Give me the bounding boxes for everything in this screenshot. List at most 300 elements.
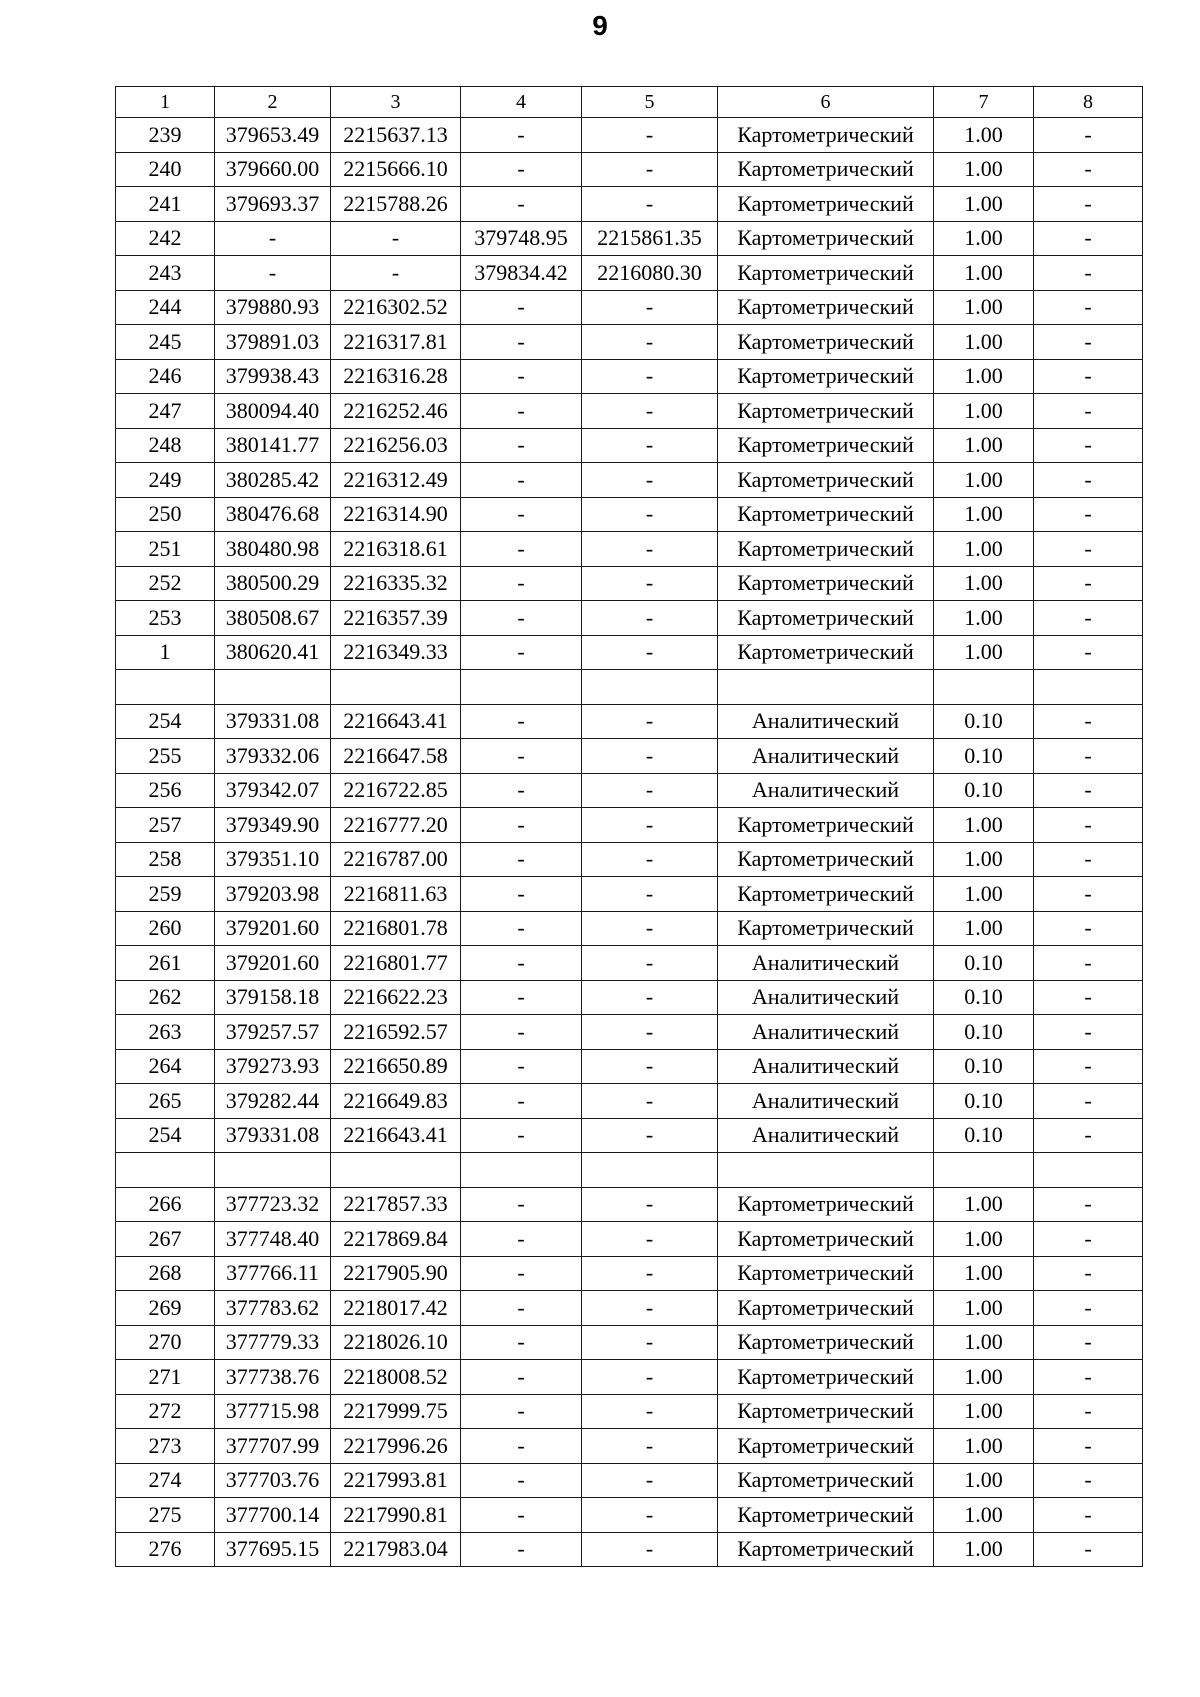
x-new-cell: - [461,1291,582,1326]
method-cell: Картометрический [718,1222,934,1257]
x-existing-cell: - [215,221,331,256]
x-new-cell: - [461,1360,582,1395]
accuracy-cell: 1.00 [934,911,1034,946]
column-header: 6 [718,87,934,118]
note-cell: - [1034,1291,1143,1326]
table-row [116,221,1143,256]
note-cell: - [1034,946,1143,981]
x-new-cell: - [461,359,582,394]
point-number-cell: 262 [116,980,215,1015]
point-number-cell: 252 [116,566,215,601]
method-cell: Картометрический [718,566,934,601]
x-existing-cell: 379332.06 [215,739,331,774]
y-new-cell [582,1153,718,1188]
x-new-cell: - [461,1187,582,1222]
x-existing-cell: - [215,256,331,291]
note-cell: - [1034,1015,1143,1050]
x-existing-cell: 379273.93 [215,1049,331,1084]
table-row [116,1015,1143,1050]
method-cell: Картометрический [718,394,934,429]
method-cell: Картометрический [718,1532,934,1567]
y-new-cell: - [582,532,718,567]
method-cell [718,1153,934,1188]
y-new-cell: - [582,773,718,808]
x-new-cell: - [461,1429,582,1464]
accuracy-cell: 1.00 [934,1498,1034,1533]
x-existing-cell: 377723.32 [215,1187,331,1222]
note-cell: - [1034,635,1143,670]
y-existing-cell: 2218017.42 [331,1291,461,1326]
x-existing-cell [215,1153,331,1188]
x-new-cell: - [461,773,582,808]
x-new-cell [461,1153,582,1188]
y-existing-cell: 2216318.61 [331,532,461,567]
x-existing-cell: 380508.67 [215,601,331,636]
column-header: 4 [461,87,582,118]
point-number-cell: 249 [116,463,215,498]
y-existing-cell: 2215637.13 [331,118,461,153]
y-existing-cell: 2216801.77 [331,946,461,981]
accuracy-cell: 1.00 [934,359,1034,394]
y-existing-cell: 2216787.00 [331,842,461,877]
accuracy-cell: 1.00 [934,497,1034,532]
y-new-cell: - [582,1049,718,1084]
x-new-cell: - [461,635,582,670]
y-existing-cell [331,1153,461,1188]
method-cell: Аналитический [718,1084,934,1119]
note-cell: - [1034,152,1143,187]
method-cell: Картометрический [718,428,934,463]
x-existing-cell: 380500.29 [215,566,331,601]
table-row [116,808,1143,843]
method-cell: Картометрический [718,842,934,877]
point-number-cell: 251 [116,532,215,567]
table-separator-row [116,670,1143,705]
method-cell: Аналитический [718,704,934,739]
point-number-cell: 246 [116,359,215,394]
x-new-cell: - [461,325,582,360]
method-cell: Аналитический [718,980,934,1015]
table-row [116,842,1143,877]
x-existing-cell: 377779.33 [215,1325,331,1360]
x-new-cell: - [461,1532,582,1567]
accuracy-cell: 1.00 [934,1463,1034,1498]
table-row [116,463,1143,498]
accuracy-cell: 1.00 [934,1187,1034,1222]
accuracy-cell: 0.10 [934,1049,1034,1084]
point-number-cell: 264 [116,1049,215,1084]
method-cell: Аналитический [718,946,934,981]
x-existing-cell: 379158.18 [215,980,331,1015]
y-existing-cell: 2217999.75 [331,1394,461,1429]
x-existing-cell: 380620.41 [215,635,331,670]
point-number-cell: 259 [116,877,215,912]
point-number-cell: 253 [116,601,215,636]
y-existing-cell: - [331,256,461,291]
x-new-cell: - [461,601,582,636]
x-new-cell: - [461,1498,582,1533]
point-number-cell: 254 [116,704,215,739]
method-cell: Картометрический [718,1325,934,1360]
table-row [116,359,1143,394]
y-existing-cell: 2216335.32 [331,566,461,601]
accuracy-cell: 1.00 [934,877,1034,912]
y-new-cell: - [582,911,718,946]
point-number-cell: 273 [116,1429,215,1464]
note-cell: - [1034,532,1143,567]
y-new-cell: - [582,1291,718,1326]
note-cell: - [1034,1049,1143,1084]
accuracy-cell: 0.10 [934,1118,1034,1153]
table-row [116,428,1143,463]
y-existing-cell: 2217996.26 [331,1429,461,1464]
table-row [116,1291,1143,1326]
method-cell: Картометрический [718,497,934,532]
column-header: 5 [582,87,718,118]
table-body [116,118,1143,1567]
note-cell: - [1034,842,1143,877]
x-new-cell: - [461,118,582,153]
accuracy-cell: 1.00 [934,1291,1034,1326]
note-cell: - [1034,394,1143,429]
point-number-cell: 271 [116,1360,215,1395]
accuracy-cell: 1.00 [934,842,1034,877]
y-new-cell: - [582,1325,718,1360]
table-row [116,1049,1143,1084]
y-existing-cell: 2216643.41 [331,1118,461,1153]
x-new-cell: - [461,394,582,429]
accuracy-cell [934,1153,1034,1188]
point-number-cell: 272 [116,1394,215,1429]
point-number-cell: 244 [116,290,215,325]
x-existing-cell: 377695.15 [215,1532,331,1567]
x-new-cell: - [461,842,582,877]
note-cell: - [1034,1256,1143,1291]
x-new-cell: - [461,1222,582,1257]
table-row [116,1463,1143,1498]
table-row [116,1394,1143,1429]
table-row [116,256,1143,291]
x-existing-cell: 380094.40 [215,394,331,429]
y-existing-cell: 2216317.81 [331,325,461,360]
note-cell: - [1034,1187,1143,1222]
point-number-cell: 274 [116,1463,215,1498]
x-existing-cell: 379201.60 [215,911,331,946]
table-row [116,1532,1143,1567]
y-new-cell: - [582,394,718,429]
y-existing-cell: 2216349.33 [331,635,461,670]
note-cell: - [1034,911,1143,946]
x-new-cell: - [461,739,582,774]
table-row [116,394,1143,429]
y-existing-cell: 2216649.83 [331,1084,461,1119]
y-new-cell: - [582,428,718,463]
x-new-cell: - [461,911,582,946]
point-number-cell: 255 [116,739,215,774]
table-row [116,1118,1143,1153]
x-new-cell [461,670,582,705]
y-new-cell: - [582,1187,718,1222]
note-cell: - [1034,359,1143,394]
y-new-cell [582,670,718,705]
x-new-cell: - [461,1394,582,1429]
point-number-cell: 250 [116,497,215,532]
y-new-cell: - [582,1256,718,1291]
accuracy-cell: 1.00 [934,152,1034,187]
column-header: 8 [1034,87,1143,118]
note-cell: - [1034,1084,1143,1119]
point-number-cell: 261 [116,946,215,981]
accuracy-cell: 1.00 [934,566,1034,601]
y-existing-cell: 2217983.04 [331,1532,461,1567]
accuracy-cell: 1.00 [934,118,1034,153]
note-cell: - [1034,1532,1143,1567]
x-existing-cell: 380480.98 [215,532,331,567]
accuracy-cell: 1.00 [934,428,1034,463]
accuracy-cell: 1.00 [934,463,1034,498]
y-existing-cell: 2216256.03 [331,428,461,463]
y-new-cell: - [582,1498,718,1533]
accuracy-cell: 1.00 [934,394,1034,429]
y-existing-cell: 2216647.58 [331,739,461,774]
point-number-cell: 256 [116,773,215,808]
table-row [116,566,1143,601]
method-cell: Картометрический [718,877,934,912]
note-cell: - [1034,497,1143,532]
table-header-row [116,87,1143,118]
accuracy-cell: 1.00 [934,1325,1034,1360]
note-cell: - [1034,1360,1143,1395]
note-cell: - [1034,601,1143,636]
point-number-cell [116,670,215,705]
point-number-cell [116,1153,215,1188]
note-cell: - [1034,221,1143,256]
x-existing-cell: 379203.98 [215,877,331,912]
y-existing-cell: 2217990.81 [331,1498,461,1533]
x-new-cell: - [461,152,582,187]
x-new-cell: - [461,1015,582,1050]
x-existing-cell [215,670,331,705]
point-number-cell: 247 [116,394,215,429]
table-row [116,497,1143,532]
point-number-cell: 266 [116,1187,215,1222]
accuracy-cell: 1.00 [934,1222,1034,1257]
accuracy-cell: 1.00 [934,221,1034,256]
table-row [116,1325,1143,1360]
method-cell: Картометрический [718,1429,934,1464]
y-new-cell: - [582,946,718,981]
y-existing-cell: 2215666.10 [331,152,461,187]
note-cell [1034,1153,1143,1188]
x-existing-cell: 377738.76 [215,1360,331,1395]
table-row [116,1187,1143,1222]
y-new-cell: - [582,359,718,394]
x-new-cell: - [461,532,582,567]
x-existing-cell: 379349.90 [215,808,331,843]
x-existing-cell: 377703.76 [215,1463,331,1498]
point-number-cell: 258 [116,842,215,877]
y-new-cell: - [582,1222,718,1257]
x-new-cell: - [461,1049,582,1084]
note-cell: - [1034,428,1143,463]
x-new-cell: - [461,1256,582,1291]
y-new-cell: - [582,1118,718,1153]
method-cell: Картометрический [718,1463,934,1498]
x-existing-cell: 379880.93 [215,290,331,325]
note-cell: - [1034,290,1143,325]
y-existing-cell: 2216302.52 [331,290,461,325]
x-new-cell: - [461,290,582,325]
point-number-cell: 276 [116,1532,215,1567]
table-row [116,704,1143,739]
x-new-cell: - [461,1325,582,1360]
method-cell: Картометрический [718,152,934,187]
method-cell: Картометрический [718,359,934,394]
x-new-cell: - [461,877,582,912]
accuracy-cell [934,670,1034,705]
x-new-cell: - [461,946,582,981]
x-new-cell: - [461,463,582,498]
method-cell: Картометрический [718,221,934,256]
y-new-cell: - [582,635,718,670]
y-existing-cell [331,670,461,705]
method-cell: Картометрический [718,1360,934,1395]
accuracy-cell: 0.10 [934,739,1034,774]
note-cell: - [1034,704,1143,739]
x-new-cell: - [461,187,582,222]
x-existing-cell: 380476.68 [215,497,331,532]
note-cell: - [1034,566,1143,601]
x-existing-cell: 379257.57 [215,1015,331,1050]
y-existing-cell: 2216252.46 [331,394,461,429]
x-new-cell: - [461,980,582,1015]
table-row [116,1498,1143,1533]
note-cell: - [1034,1325,1143,1360]
note-cell: - [1034,187,1143,222]
accuracy-cell: 1.00 [934,635,1034,670]
point-number-cell: 267 [116,1222,215,1257]
x-new-cell: - [461,428,582,463]
table-row [116,152,1143,187]
note-cell: - [1034,877,1143,912]
note-cell: - [1034,1429,1143,1464]
method-cell: Картометрический [718,118,934,153]
note-cell: - [1034,463,1143,498]
point-number-cell: 263 [116,1015,215,1050]
y-new-cell: 2215861.35 [582,221,718,256]
y-new-cell: - [582,980,718,1015]
y-existing-cell: 2216777.20 [331,808,461,843]
method-cell: Аналитический [718,1015,934,1050]
y-new-cell: - [582,842,718,877]
accuracy-cell: 1.00 [934,1532,1034,1567]
point-number-cell: 257 [116,808,215,843]
y-new-cell: - [582,1429,718,1464]
y-existing-cell: 2216722.85 [331,773,461,808]
accuracy-cell: 1.00 [934,290,1034,325]
y-new-cell: - [582,739,718,774]
method-cell: Картометрический [718,463,934,498]
y-new-cell: - [582,1532,718,1567]
x-existing-cell: 377783.62 [215,1291,331,1326]
accuracy-cell: 1.00 [934,808,1034,843]
y-existing-cell: 2217857.33 [331,1187,461,1222]
x-new-cell: - [461,566,582,601]
accuracy-cell: 1.00 [934,325,1034,360]
y-new-cell: - [582,1084,718,1119]
y-new-cell: - [582,497,718,532]
note-cell: - [1034,773,1143,808]
y-new-cell: - [582,1463,718,1498]
y-new-cell: - [582,463,718,498]
point-number-cell: 269 [116,1291,215,1326]
note-cell: - [1034,1394,1143,1429]
x-existing-cell: 377707.99 [215,1429,331,1464]
method-cell: Картометрический [718,290,934,325]
method-cell: Картометрический [718,601,934,636]
table-row [116,1360,1143,1395]
accuracy-cell: 0.10 [934,946,1034,981]
table-row [116,1084,1143,1119]
y-new-cell: - [582,808,718,843]
accuracy-cell: 1.00 [934,601,1034,636]
x-existing-cell: 379693.37 [215,187,331,222]
method-cell: Картометрический [718,532,934,567]
x-existing-cell: 379660.00 [215,152,331,187]
table-row [116,980,1143,1015]
y-new-cell: - [582,601,718,636]
accuracy-cell: 0.10 [934,1084,1034,1119]
method-cell: Картометрический [718,187,934,222]
y-existing-cell: 2215788.26 [331,187,461,222]
point-number-cell: 254 [116,1118,215,1153]
y-existing-cell: 2218008.52 [331,1360,461,1395]
method-cell: Картометрический [718,911,934,946]
method-cell: Картометрический [718,325,934,360]
method-cell: Картометрический [718,1291,934,1326]
y-existing-cell: 2216592.57 [331,1015,461,1050]
note-cell: - [1034,1463,1143,1498]
y-existing-cell: 2216650.89 [331,1049,461,1084]
y-new-cell: - [582,1360,718,1395]
page-number: 9 [592,10,608,41]
point-number-cell: 248 [116,428,215,463]
table-row [116,187,1143,222]
point-number-cell: 245 [116,325,215,360]
method-cell: Картометрический [718,1187,934,1222]
method-cell: Картометрический [718,635,934,670]
note-cell: - [1034,739,1143,774]
point-number-cell: 265 [116,1084,215,1119]
accuracy-cell: 1.00 [934,1394,1034,1429]
y-new-cell: - [582,1394,718,1429]
y-existing-cell: 2217905.90 [331,1256,461,1291]
y-new-cell: - [582,118,718,153]
x-existing-cell: 377766.11 [215,1256,331,1291]
x-existing-cell: 379342.07 [215,773,331,808]
point-number-cell: 268 [116,1256,215,1291]
column-header: 1 [116,87,215,118]
table-row [116,773,1143,808]
y-existing-cell: 2216312.49 [331,463,461,498]
accuracy-cell: 1.00 [934,187,1034,222]
table-row [116,1222,1143,1257]
table-row [116,946,1143,981]
table-row [116,601,1143,636]
y-existing-cell: - [331,221,461,256]
note-cell: - [1034,325,1143,360]
column-header: 3 [331,87,461,118]
